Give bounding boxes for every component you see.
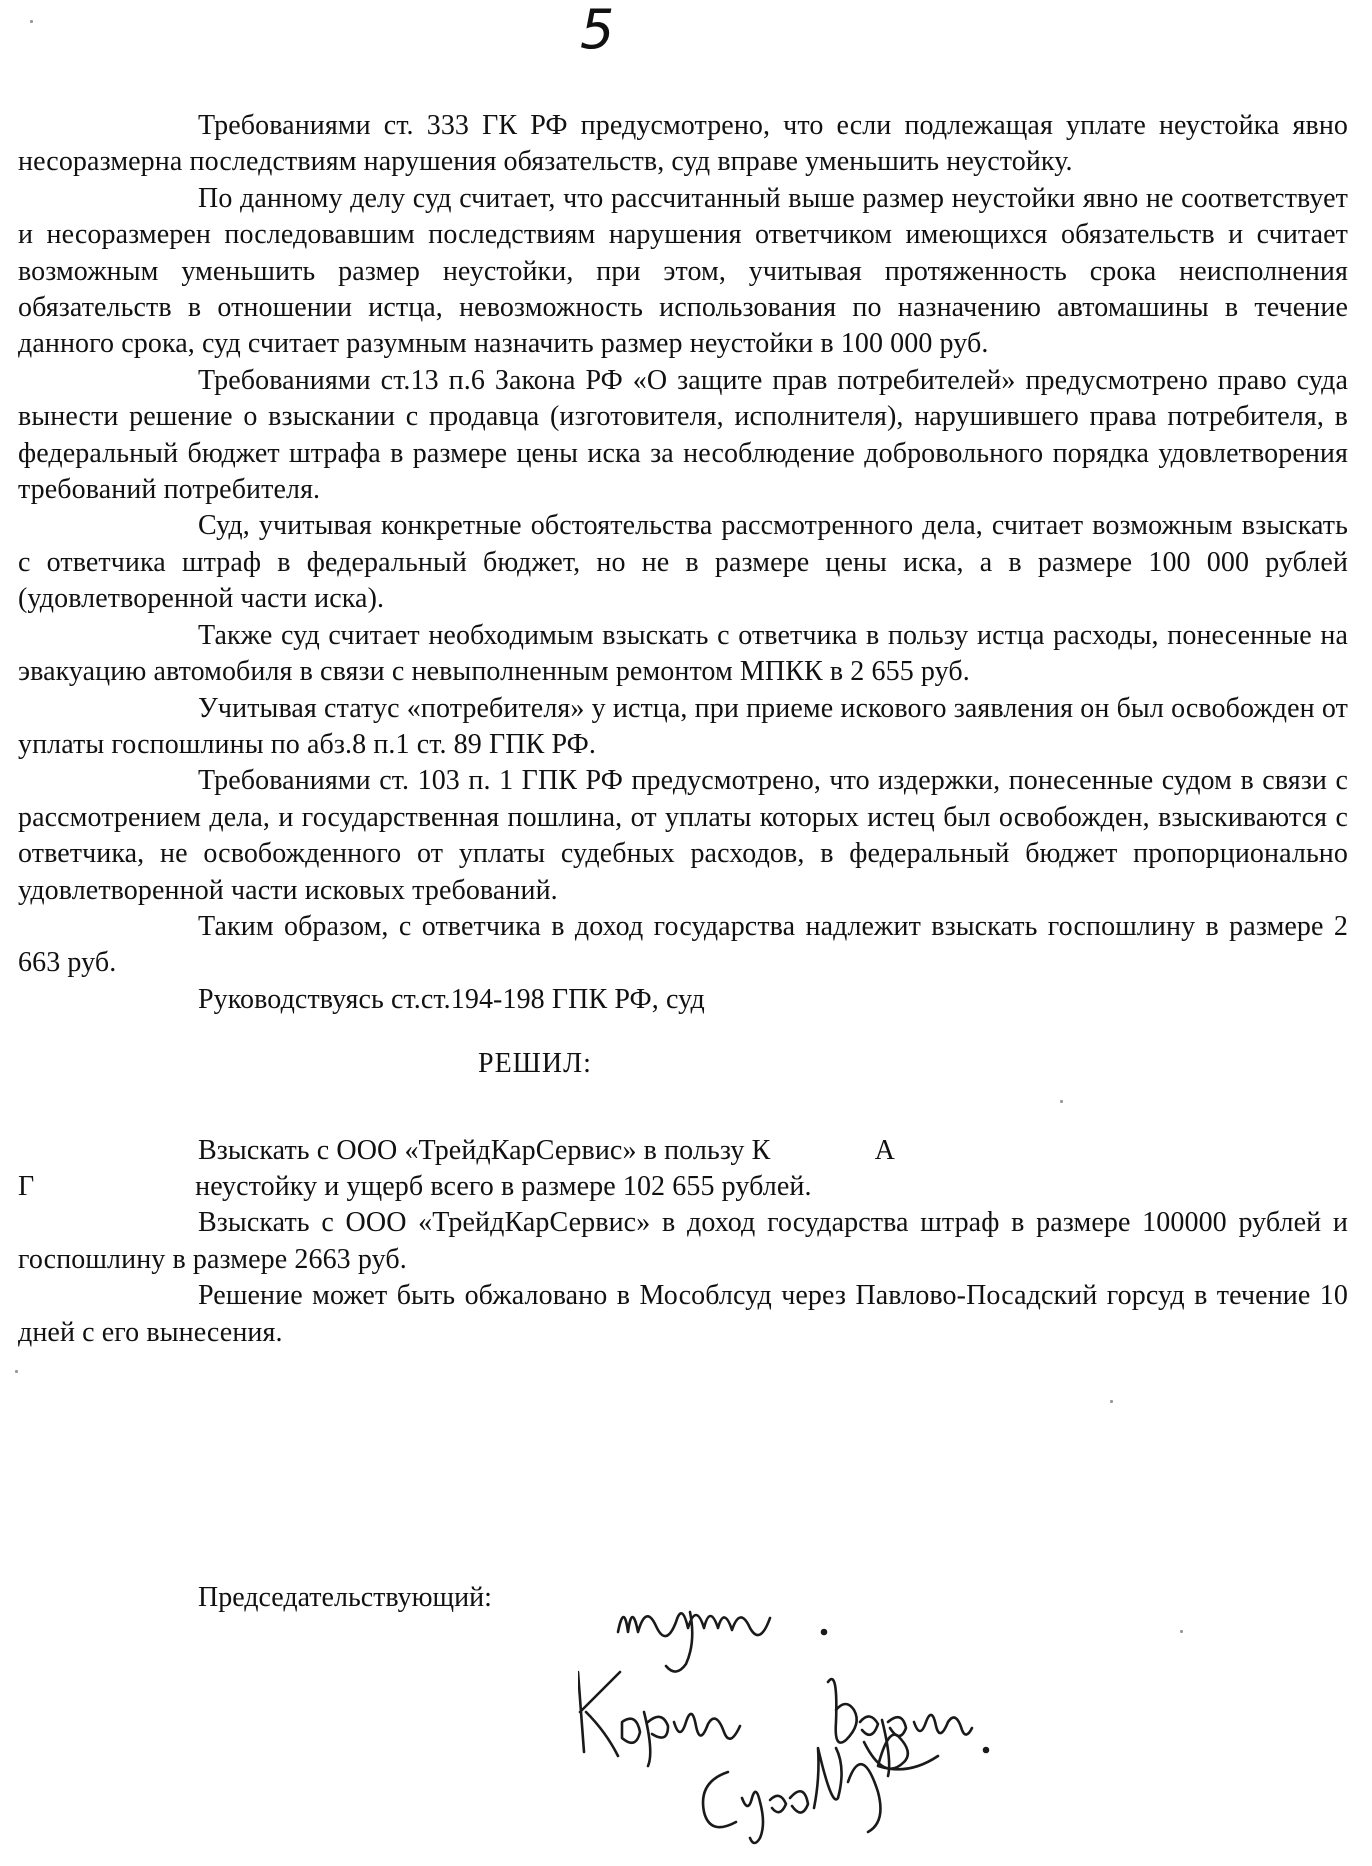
scan-speck [1180, 1630, 1183, 1633]
scan-speck [15, 1370, 18, 1373]
paragraph-consumer-status: Учитывая статус «потребителя» у истца, при приеме искового заявления он был освобожден от уплаты госпошлины по абз.8 п.1 ст. 89 ГПК РФ. [18, 692, 1348, 760]
decision-line-2 [18, 1169, 1348, 1205]
decision-line-1 [18, 1133, 1348, 1169]
paragraph-article-333: Требованиями ст. 333 ГК РФ предусмотрено, что если подлежащая уплате неустойка явно несоразмерна последствиям нарушения обязательств, суд вправе уменьшить неустойку. [18, 110, 1348, 178]
decision-paragraph-1 [18, 1133, 1348, 1206]
plaintiff-initial-a: А [874, 1134, 895, 1166]
scan-speck [1060, 1100, 1063, 1103]
scan-speck [30, 20, 33, 23]
decision-paragraph-3: Решение может быть обжаловано в Мособлсуд через Павлово-Посадский горсуд в течение 10 дней с его вынесения. [18, 1280, 1348, 1348]
paragraph-evacuation-costs: Также суд считает необходимым взыскать с ответчика в пользу истца расходы, понесенные на эвакуацию автомобиля в связи с невыполненным ремонтом МПКК в 2 655 руб. [18, 619, 1348, 688]
plaintiff-initial-g: Г [18, 1170, 35, 1202]
scan-speck [1110, 1400, 1113, 1403]
decision-line-2-text: неустойку и ущерб всего в размере 102 655 рублей. [195, 1170, 812, 1202]
paragraph-article-103: Требованиями ст. 103 п. 1 ГПК РФ предусмотрено, что издержки, понесенные судом в связи с рассмотрением дела, и государственная пошлина, от уплаты которых истец был освобожден, взыскиваются с ответчика, не освобожденного от уплаты судебных расходов, в федеральный бюджет пропорционально удовлетворенной части исковых требований. [18, 765, 1348, 906]
paragraph-state-duty: Таким образом, с ответчика в доход государства надлежит взыскать госпошлину в размере 2 663 руб. [18, 910, 1348, 979]
presiding-judge-label: Председательствующий: [198, 1582, 492, 1613]
decision-line-1-text: Взыскать с ООО «ТрейдКарСервис» в пользу К [198, 1134, 771, 1166]
document-body [18, 108, 1348, 1351]
paragraph-consumer-law: Требованиями ст.13 п.6 Закона РФ «О защите прав потребителей» предусмотрено право суда вынести решение о взыскании с продавца (изготовителя, исполнителя), нарушившего права потребителя, в федеральный бюджет штрафа в размере цены иска за несоблюдение добровольного порядка удовлетворения требований потребителя. [18, 364, 1348, 506]
handwritten-signature [578, 1572, 1098, 1852]
signature-block [198, 1572, 1098, 1852]
page-number: 5 [580, 0, 615, 61]
decision-heading: РЕШИЛ: [478, 1048, 592, 1080]
paragraph-penalty-reduction: По данному делу суд считает, что рассчитанный выше размер неустойки явно не соответствует и несоразмерен последовавшим последствиям нарушения ответчиком имеющихся обязательств и считает возможным уменьшить размер неустойки, при этом, учитывая протяженность срока неисполнения обязательств в отношении истца, невозможность использования по назначению автомашины в течение данного срока, суд считает разумным назначить размер неустойки в 100 000 руб. [18, 182, 1348, 360]
paragraph-guided-by: Руководствуясь ст.ст.194-198 ГПК РФ, суд [198, 983, 705, 1015]
paragraph-fine-amount: Суд, учитывая конкретные обстоятельства рассмотренного дела, считает возможным взыскать с ответчика штраф в федеральный бюджет, но не в размере цены иска, а в размере 100 000 рублей (удовлетворенной части иска). [18, 510, 1348, 615]
decision-paragraph-2: Взыскать с ООО «ТрейдКарСервис» в доход государства штраф в размере 100000 рублей и госпошлину в размере 2663 руб. [18, 1207, 1348, 1275]
